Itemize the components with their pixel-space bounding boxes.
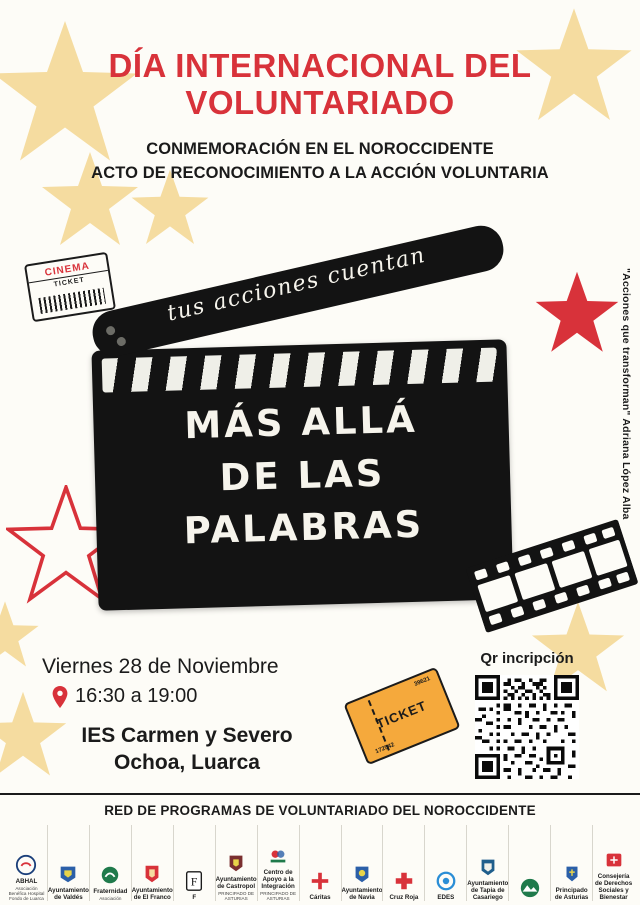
subtitle-group [0, 138, 640, 186]
logo-caritas [300, 825, 342, 901]
logo-caritas-name: Cáritas [309, 893, 331, 901]
logo-consejeria [593, 825, 634, 901]
footer-band [0, 793, 640, 905]
logo-fraternidad-name: Fraternidad [93, 887, 128, 895]
qr-registration-block [472, 650, 582, 779]
logo-centro-apoyo-sub: PRINCIPADO DE ASTURIAS [260, 890, 297, 901]
logo-castropol-name: Ayuntamiento de Castropol [215, 875, 257, 890]
ticket-code-top: 39621 [413, 675, 432, 688]
clapper-script-text: tus acciones cuentan [164, 242, 429, 327]
clapper-line-2: DE LAS [219, 451, 386, 499]
location-pin-icon [52, 686, 68, 708]
event-venue [42, 722, 372, 777]
page-title-line2: VOLUNTARIADO [185, 83, 455, 121]
logo-castropol-sub: PRINCIPADO DE ASTURIAS [218, 890, 255, 901]
elfranco-logo-icon [141, 863, 163, 885]
logo-abhal [6, 825, 48, 901]
logo-centro-apoyo-name: Centro de Apoyo a la Integración [261, 868, 295, 890]
centro-apoyo-logo-icon [267, 845, 289, 867]
poster-header [0, 48, 640, 186]
qr-code-icon[interactable] [475, 675, 579, 779]
subtitle-line2: ACTO DE RECONOCIMIENTO A LA ACCIÓN VOLUNTARIA [91, 163, 549, 182]
castropol-logo-icon [225, 852, 247, 874]
event-date: Viernes 28 de Noviembre [42, 655, 279, 678]
logo-tapia-name: Ayuntamiento de Tapia de Casariego [467, 879, 509, 901]
logo-edes-name: EDES [437, 893, 455, 901]
clapperboard [91, 339, 513, 610]
f-logo-icon [183, 870, 205, 892]
logo-valdes [48, 825, 90, 901]
logo-elfranco-name: Ayuntamiento de El Franco [131, 886, 173, 901]
edes-logo-icon [435, 870, 457, 892]
logo-castropol [216, 825, 258, 901]
event-venue-line1: IES Carmen y Severo [81, 724, 293, 747]
logo-elfranco [132, 825, 174, 901]
ticket-code-bottom: 172542 [374, 742, 396, 756]
clapper-text [93, 391, 512, 560]
star-yellow-bottomleft2 [0, 600, 40, 670]
logo-asturias [551, 825, 593, 901]
abhal-logo-icon [15, 854, 37, 876]
logo-mountain [509, 825, 551, 901]
fraternidad-logo-icon [99, 864, 121, 886]
logo-cruz-roja-name: Cruz Roja [389, 893, 419, 901]
logo-edes [425, 825, 467, 901]
logo-cruz-roja [383, 825, 425, 901]
star-red-right [534, 270, 620, 356]
logo-centro-apoyo [258, 825, 300, 901]
event-time: 16:30 a 19:00 [75, 685, 198, 707]
logo-row-top [6, 825, 634, 901]
tapia-logo-icon [477, 856, 499, 878]
svg-text:F: F [190, 874, 198, 889]
logo-tapia [467, 825, 509, 901]
event-venue-line2: Ochoa, Luarca [114, 751, 260, 775]
logo-valdes-name: Ayuntamiento de Valdés [47, 886, 89, 901]
clapper-line-1: MÁS ALLÁ [183, 397, 419, 448]
cinema-ticket-sub: TICKET [53, 276, 86, 289]
qr-label: Qr incripción [480, 650, 574, 667]
valdes-logo-icon [57, 863, 79, 885]
logo-fraternidad-sub: Asociación [99, 895, 122, 901]
ticket-label: TICKET [374, 697, 429, 732]
logo-asturias-name: Principado de Asturias [554, 886, 589, 901]
logo-f-name: F [192, 893, 197, 901]
logo-navia [342, 825, 384, 901]
consejeria-logo-icon [603, 849, 625, 871]
cruz-roja-logo-icon [393, 870, 415, 892]
event-info [42, 655, 372, 777]
page-title-line1: DÍA INTERNACIONAL DEL [108, 47, 532, 84]
logo-consejeria-name: Consejería de Derechos Sociales y Bienestar [595, 872, 633, 901]
clapper-stripes [102, 348, 498, 393]
footer-title: RED DE PROGRAMAS DE VOLUNTARIADO DEL NOROCCIDENTE [104, 803, 536, 818]
navia-logo-icon [351, 863, 373, 885]
cinema-ticket-label: CINEMA [43, 260, 91, 279]
logo-navia-name: Ayuntamiento de Navia [341, 886, 383, 901]
subtitle-line1: CONMEMORACIÓN EN EL NOROCCIDENTE [146, 139, 494, 158]
event-time-row [42, 685, 372, 708]
barcode-icon [38, 288, 106, 314]
cinema-ticket-icon [24, 252, 116, 322]
mountain-logo-icon [519, 877, 541, 899]
logo-abhal-name: ABHAL [15, 877, 38, 885]
clapper-line-3: PALABRAS [183, 502, 425, 553]
artwork-credit: "Acciones que transforman" Adriana López Alba [620, 268, 632, 520]
asturias-crest-logo-icon [561, 863, 583, 885]
logo-fraternidad [90, 825, 132, 901]
logo-abhal-sub: Asociación Benéfica Hospital Fondo de Luarca [8, 885, 45, 901]
caritas-logo-icon [309, 870, 331, 892]
logo-f [174, 825, 216, 901]
